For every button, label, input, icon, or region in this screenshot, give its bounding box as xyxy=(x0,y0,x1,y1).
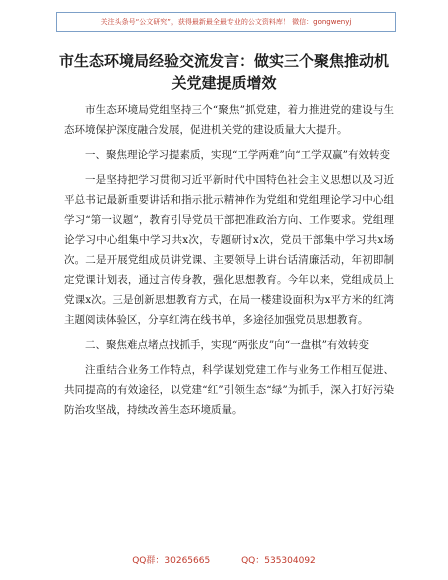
body-paragraph: 一是坚持把学习贯彻习近平新时代中国特色社会主义思想以及习近平总书记最新重要讲话和指示批示精神作为党组和党组理论学习中心组学习“第一议题”，教育引导党员干部把准政治方向、工作要求。党组理论学习中心组集中学习共x次，专题研讨x次，党员干部集中学习共x场次。二是开展党组成员讲党课、主要领导上讲台话清廉活动，年初即制定党课计划表，通过言传身教，强化思想教育。今年以来，党组成员上党课x次。三是创新思想教育方式，在局一楼建设面积为x平方米的红湾主题阅读体验区，分享红湾在线书单，多途径加强党员思想教育。 xyxy=(64,174,394,326)
document-title: 市生态环境局经验交流发言：做实三个聚焦推动机关党建提质增效 xyxy=(58,52,389,92)
page-footer xyxy=(0,553,448,566)
qq-group-text: QQ群：30265665 xyxy=(132,556,211,566)
qq-text: QQ：535304092 xyxy=(241,556,316,566)
section-heading: 二、聚焦难点堵点找抓手，实现“两张皮”向“一盘棋”有效转变 xyxy=(85,339,369,351)
body-paragraph: 注重结合业务工作特点，科学谋划党建工作与业务工作相互促进、共同提高的有效途径，以党建“红”引领生态“绿”为抓手，深入打好污染防治攻坚战，持续改善生态环境质量。 xyxy=(64,364,394,416)
document-body xyxy=(64,100,394,425)
section-heading: 一、聚焦理论学习提素质，实现“工学两难”向“工学双赢”有效转变 xyxy=(85,149,390,161)
promo-banner: 关注头条号“公文研究”，获得最新最全最专业的公文资料库！ 微信：gongwenyj xyxy=(56,12,396,32)
intro-paragraph: 市生态环境局党组坚持三个“聚焦”抓党建，着力推进党的建设与生态环境保护深度融合发展，促进机关党的建设质量大大提升。 xyxy=(64,104,394,136)
